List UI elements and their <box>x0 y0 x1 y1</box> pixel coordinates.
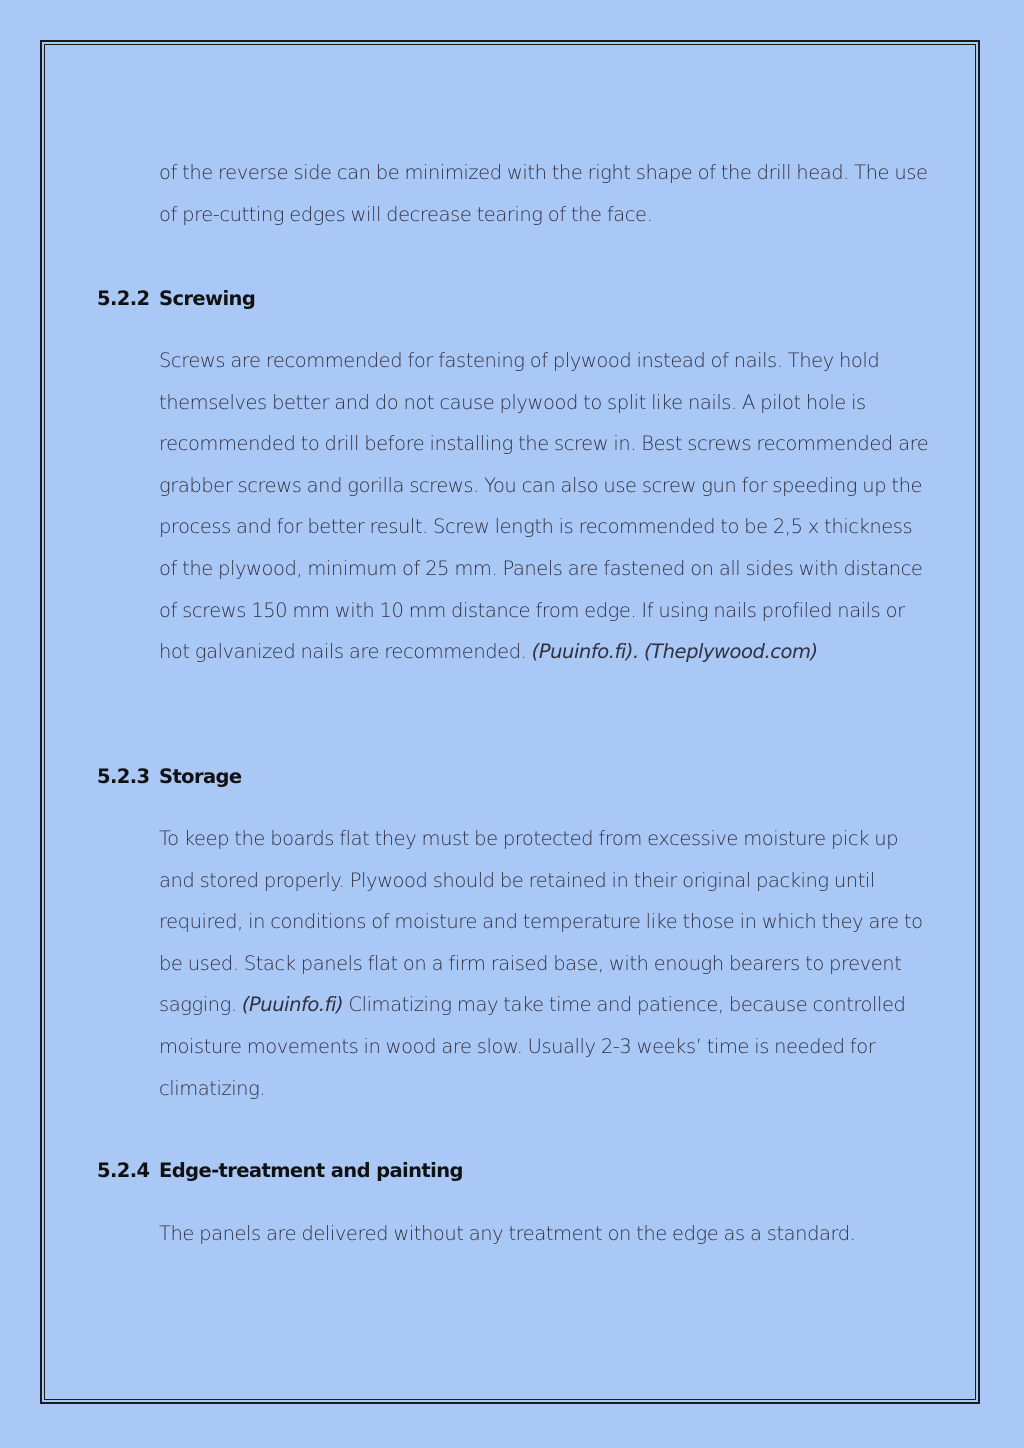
edge-treatment-text: The panels are delivered without any treatment on the edge as a standard. <box>159 1222 856 1245</box>
storage-paragraph <box>159 818 929 1109</box>
section-heading-screwing <box>97 286 255 312</box>
section-title: Edge-treatment and painting <box>159 1159 463 1182</box>
section-heading-edge-treatment <box>97 1158 463 1184</box>
storage-text-before: To keep the boards flat they must be protected from excessive moisture pick up and stored properly. Plywood should be retained in their original packing until required, in conditions of moisture and temperature like those in which they are to be used. Stack panels flat on a firm raised base, with enough bearers to prevent sagging. <box>159 827 923 1017</box>
section-number: 5.2.4 <box>97 1159 150 1182</box>
section-number: 5.2.3 <box>97 765 150 788</box>
section-title: Screwing <box>159 287 256 310</box>
screwing-text: Screws are recommended for fastening of plywood instead of nails. They hold themselves better and do not cause plywood to split like nails. A pilot hole is recommended to drill before installing the screw in. Best screws recommended are grabber screws and gorilla screws. You can also use screw gun for speeding up the process and for better result. Screw length is recommended to be 2,5 x thickness of the plywood, minimum of 25 mm. Panels are fastened on all sides with distance of screws 150 mm with 10 mm distance from edge. If using nails profiled nails or hot galvanized nails are recommended. <box>159 349 929 664</box>
section-title: Storage <box>159 765 242 788</box>
section-number: 5.2.2 <box>97 287 150 310</box>
intro-text: of the reverse side can be minimized with the right shape of the drill head. The use of pre-cutting edges will decrease tearing of the face. <box>159 161 928 226</box>
storage-text-after: Climatizing may take time and patience, because controlled moisture movements in wood are slow. Usually 2-3 weeks’ time is needed for climatizing. <box>159 993 906 1100</box>
page-border <box>40 40 980 1404</box>
edge-treatment-paragraph <box>159 1213 929 1255</box>
section-heading-storage <box>97 764 242 790</box>
screwing-citation: (Puuinfo.fi). (Theplywood.com) <box>531 640 818 664</box>
screwing-paragraph <box>159 340 929 673</box>
storage-citation: (Puuinfo.fi) <box>241 993 344 1017</box>
intro-paragraph <box>159 152 929 235</box>
